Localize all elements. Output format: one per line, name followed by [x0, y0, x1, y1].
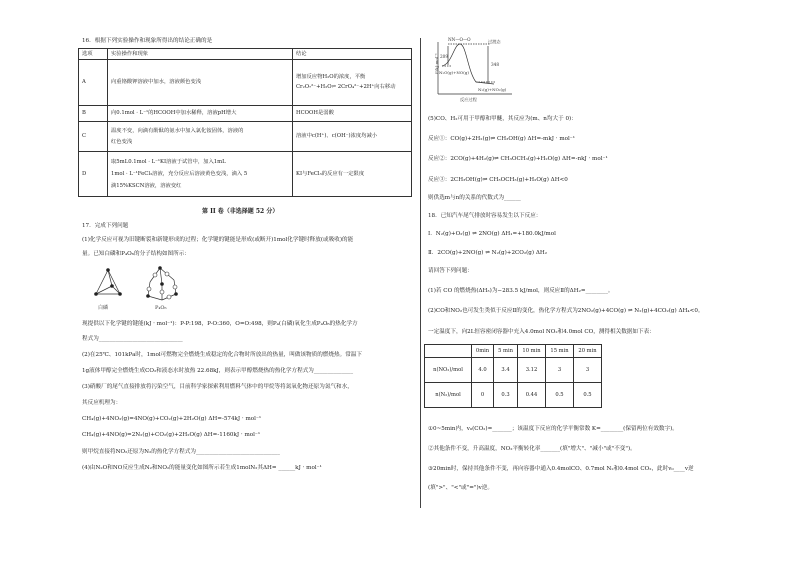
q18-answer-1: ①0~5min内，v₀(CO₂)=_______；该温度下反应的化学平衡常数 K=________(保留两位有效数字)。: [428, 426, 678, 432]
operation-text: 向0.1mol · L⁻¹的HCOOH中加水稀释，溶液pH增大: [108, 106, 293, 122]
operation-cell: [108, 152, 293, 197]
q18-line: (2)CO和NO₂也可发生类似于反应Ⅱ的变化，热化学方程式为2NO₂(g)+4CO(g) ⇌ N₂(g)+4CO₂(g) ΔH₄<0。: [428, 308, 704, 314]
q17-line: 量。已知白磷和P₄O₆的分子结构如图所示：: [82, 251, 190, 257]
table-cell: 0.3: [494, 383, 518, 408]
table-header: 10 min: [518, 345, 546, 358]
table-cell: 0.5: [546, 383, 574, 408]
y-axis-label: E/kJ·mol⁻¹: [434, 53, 439, 74]
q17-line: (1)化学反应可视为旧键断裂和新键形成的过程；化学键的键能是形成(或断开)1mol化学键时释放(或吸收)的能: [82, 237, 354, 243]
q18-answer-2: ②其他条件不变，升高温度，NO₂平衡转化率_______(填"增大"、"减小"或"不变")。: [428, 446, 636, 452]
reactants-label: N₂O(g)+NO(g): [439, 70, 469, 75]
q16-table: [78, 48, 412, 197]
table-row: [425, 358, 602, 383]
column-divider: [420, 38, 421, 508]
table-cell: 3.12: [518, 358, 546, 383]
table-cell: n(NO₂)/mol: [425, 358, 472, 383]
operation-text: 滴15%KSCN溶液，溶液变红: [111, 182, 182, 189]
value-209: 209: [440, 54, 448, 59]
reaction-1: 反应①：CO(g)+2H₂(g)⇌ CH₃OH(g) ΔH=-mkJ · mol⁻¹: [428, 136, 575, 142]
q18-reaction-1: Ⅰ．N₂(g)+O₂(g) ⇌ 2NO(g) ΔH₁=+180.0kJ/mol: [428, 231, 556, 237]
table-header: 20 min: [573, 345, 601, 358]
q17-line: (3)硝酸厂的尾气直接排放将污染空气，目前科学家探索利用燃料气体中的甲烷等将氮氧化物还原为氮气和水，: [82, 384, 353, 390]
q18-line: 一定温度下，向2L恒容密闭容器中充入4.0mol NO₂和4.0mol CO，测得相关数据如下表：: [428, 329, 655, 335]
table-header: 5 min: [494, 345, 518, 358]
reaction-2: 反应②：2CO(g)+4H₂(g)⇌ CH₃OCH₃(g)+H₂O(g) ΔH=-nkJ · mol⁻¹: [428, 156, 608, 162]
q17-5-line: (5)CO、H₂可用于甲醇和甲醚，其反应为(m、n均大于 0)：: [428, 116, 577, 122]
molecule-figure: [90, 264, 200, 312]
q16-header-option: 选项: [79, 49, 108, 60]
q16-header-operation: 实验操作和现象: [108, 49, 293, 60]
table-row: [79, 152, 412, 197]
x-axis-label: 反应过程: [460, 97, 477, 102]
conclusion-text: KI与FeCl₃的反应有一定限度: [293, 152, 412, 197]
table-header: 0min: [472, 345, 494, 358]
q17-line: 则甲烷直接将NO₂还原为N₂的热化学方程式为______________________________: [82, 449, 280, 455]
conclusion-text: 增加反应物H₂O的浓度，平衡: [296, 74, 366, 80]
option-label: A: [79, 60, 108, 106]
q17-line: 程式为______________________________: [82, 336, 183, 342]
q17-line: 现提供以下化学键的键能(kJ · mol⁻¹)：P-P:198，P-O:360，O=O:498，则P₄(白磷)氧化生成P₄O₆的热化学方: [82, 321, 358, 327]
table-header: 15 min: [546, 345, 574, 358]
conclusion-text: Cr₂O₇²⁻+H₂O⇌ 2CrO₄²⁻+2H⁺向右移动: [296, 84, 396, 90]
operation-cell: [108, 60, 293, 106]
energy-diagram: [428, 34, 524, 104]
conclusion-text: 溶液中c(H⁺)、c(OH⁻)浓度均减小: [293, 122, 412, 152]
operation-text: 向重铬酸钾溶液中加水，溶液颜色变浅: [111, 79, 202, 85]
table-row: [79, 60, 412, 106]
option-label: B: [79, 106, 108, 122]
operation-text: 取5mL0.1mol · L⁻¹KI溶液于试管中，加入1mL: [111, 158, 226, 165]
option-label: D: [79, 152, 108, 197]
q18-answer-3: ③20min时，保持其他条件不变，再向容器中通入0.4molCO、0.7mol N₂和0.4mol CO₂，此时v₀____v逆: [428, 466, 694, 472]
q17-title: 17．完成下列问题: [82, 223, 129, 229]
table-cell: 0.44: [518, 383, 546, 408]
table-cell: 3.4: [494, 358, 518, 383]
table-row: [79, 122, 412, 152]
table-row: [79, 106, 412, 122]
table-cell: 4.0: [472, 358, 494, 383]
q17-line: 1g液体甲醇完全燃烧生成CO₂和液态水时放热 22.68kJ，则表示甲醇燃烧热的热化学方程式为______________: [82, 368, 354, 374]
operation-cell: [108, 122, 293, 152]
conclusion-text: HCOOH是弱酸: [293, 106, 412, 122]
table-cell: 3: [546, 358, 574, 383]
part2-title: 第 II 卷（非选择题 52 分）: [202, 208, 279, 215]
operation-text: 1mol · L⁻¹FeCl₃溶液，充分反应后溶液黄色变浅，滴入 5: [111, 170, 248, 177]
q18-answer-4: (填">"、"<"或"=")v逆。: [428, 485, 493, 491]
table-cell: 3: [573, 358, 601, 383]
q18-line: 请回答下列问题：: [428, 268, 473, 274]
q17-equation: CH₄(g)+4NO(g)=2N₂(g)+CO₂(g)+2H₂O(g) ΔH=-1160kJ · mol⁻¹: [82, 432, 261, 438]
reaction-3: 反应③：2CH₃OH(g)⇌ CH₃OCH₃(g)+H₂O(g) ΔH<0: [428, 177, 568, 183]
operation-text: 红色变浅: [111, 138, 133, 145]
q17-line: (4)由N₂O和NO反应生成N₂和NO₂的能量变化如图所示若生成1molN₂其ΔH= ______kJ · mol⁻¹: [82, 465, 322, 471]
transition-structure-label: NN—O—O: [448, 37, 471, 42]
q17-line: (2)在25℃、101kPa时，1mol可燃物完全燃烧生成稳定的化合物时所放出的热量，叫做该物质的燃烧热。常温下: [82, 352, 362, 358]
table-cell: 0: [472, 383, 494, 408]
white-phosphorus-label: 白磷: [98, 305, 109, 311]
p4o6-label: P₄O₆: [155, 305, 167, 311]
products-label: N₂(g)+NO₂(g): [478, 87, 507, 92]
q18-title: 18．已知汽车尾气排放时容易发生以下反应：: [428, 213, 542, 219]
q18-line: (1)若 CO 的燃烧热(ΔH₃)为−283.5 kJ/mol，则反应Ⅱ的ΔH₂=________。: [428, 288, 614, 294]
table-row: [425, 383, 602, 408]
q17-5-line: 则供选m与n的关系的代数式为______: [428, 195, 521, 201]
table-cell: 0.5: [573, 383, 601, 408]
operation-text: 温度不变，向滴有酚酞的氨水中加入氯化铵固体，溶液的: [111, 127, 244, 134]
q16-header-conclusion: 结论: [293, 49, 412, 60]
transition-state-label: 过渡态: [488, 39, 501, 44]
q18-table: [424, 344, 602, 408]
option-label: C: [79, 122, 108, 152]
q17-equation: CH₄(g)+4NO₂(g)=4NO(g)+CO₂(g)+2H₂O(g) ΔH=-574kJ · mol⁻¹: [82, 416, 262, 422]
conclusion-cell: [293, 60, 412, 106]
value-348: 348: [491, 62, 499, 67]
q18-reaction-2: Ⅱ．2CO(g)+2NO(g) ⇌ N₂(g)+2CO₂(g) ΔH₂: [428, 250, 548, 256]
table-cell: n(N₂)/mol: [425, 383, 472, 408]
q16-title: 16．根据下列实验操作和现象所得出的结论正确的是: [82, 38, 213, 44]
table-header: [425, 345, 472, 358]
q17-line: 其反应机理为：: [82, 400, 122, 406]
